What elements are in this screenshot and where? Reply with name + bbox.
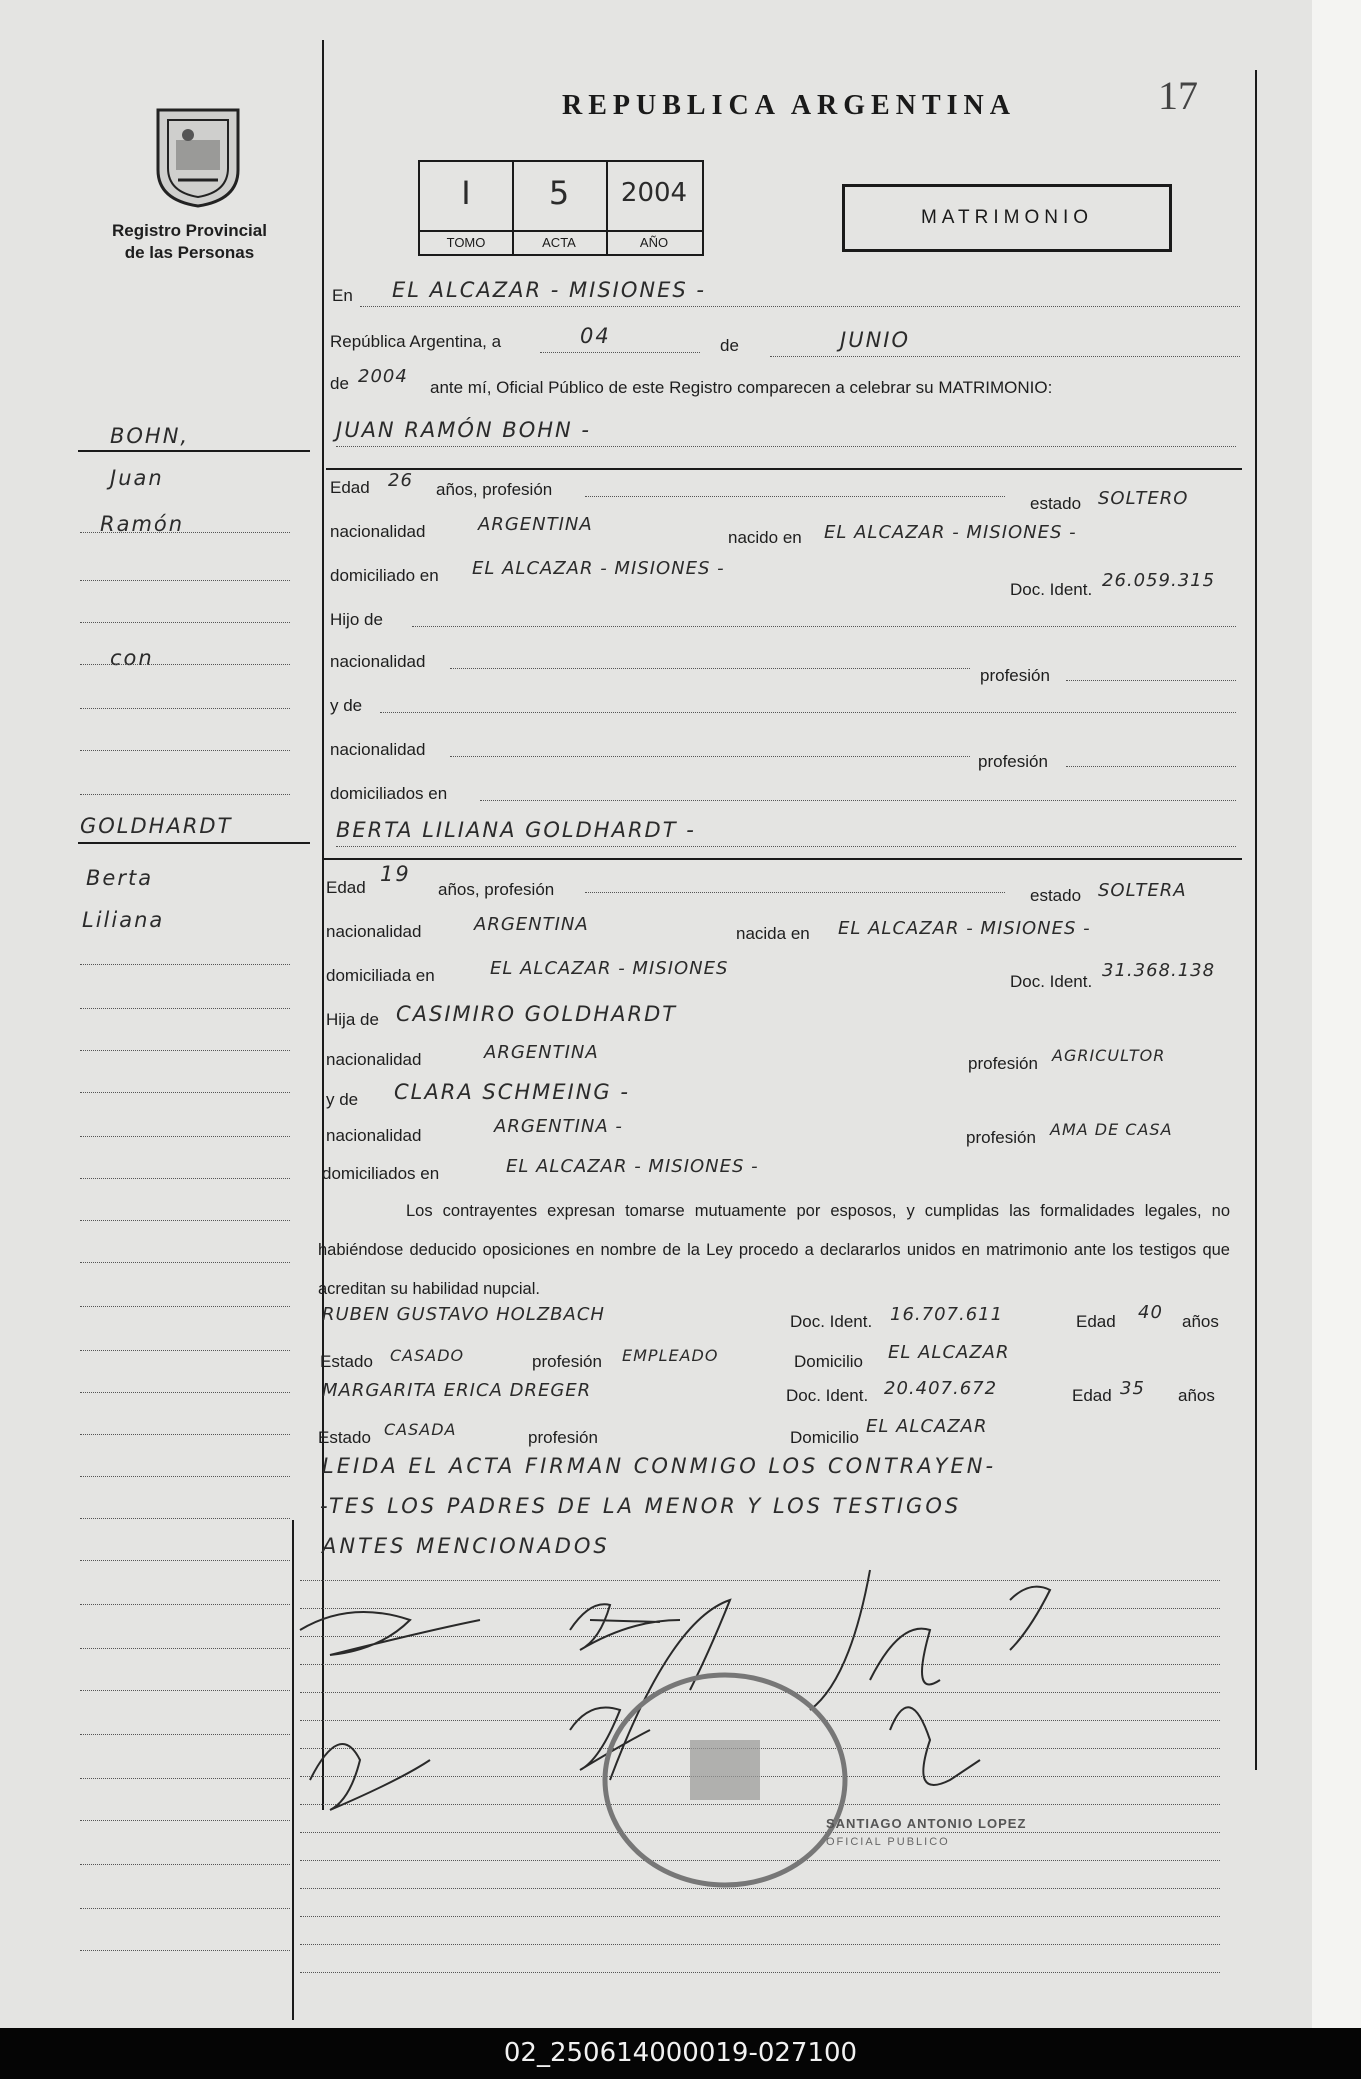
officer-stamp-name: SANTIAGO ANTONIO LOPEZ bbox=[826, 1816, 1027, 1831]
document-title: REPUBLICA ARGENTINA bbox=[562, 90, 1016, 121]
signature-witness1-icon bbox=[810, 1570, 940, 1710]
tomo-cell bbox=[420, 162, 514, 254]
provincial-seal-icon bbox=[148, 100, 248, 210]
margin-dotted-line bbox=[80, 664, 290, 665]
groom-domiciliados-label: domiciliados en bbox=[330, 784, 448, 803]
bride-rule bbox=[322, 858, 1242, 860]
witness2-name: MARGARITA ERICA DREGER bbox=[322, 1380, 592, 1401]
margin-dotted-line bbox=[80, 1434, 290, 1435]
witness2-profesion-label: profesión bbox=[528, 1428, 598, 1447]
bride-doc: 31.368.138 bbox=[1102, 960, 1216, 981]
tomo-label: TOMO bbox=[420, 230, 512, 254]
groom-doc: 26.059.315 bbox=[1102, 570, 1216, 591]
bride-father: CASIMIRO GOLDHARDT bbox=[396, 1002, 678, 1026]
page-number: 17 bbox=[1158, 73, 1198, 118]
bride-domiciliados: EL ALCAZAR - MISIONES - bbox=[506, 1156, 759, 1177]
declaration-text: Los contrayentes expresan tomarse mutuamente por esposos, y cumplidas las formalidades legales, no habiéndose deducido oposiciones en nombre de la Ley procedo a declararlos unidos en matrimonio ante los testigos que acreditan su habilidad nupcial. bbox=[318, 1202, 1230, 1298]
groom-profesion2-line bbox=[1066, 680, 1236, 681]
witness1-estado-label: Estado bbox=[320, 1352, 373, 1371]
acta-value: 5 bbox=[548, 174, 570, 212]
signature-bride-icon bbox=[570, 1604, 680, 1650]
witness1-domicilio: EL ALCAZAR bbox=[888, 1342, 1010, 1363]
bride-profesion2-label: profesión bbox=[968, 1054, 1038, 1073]
bride-nacionalidad-label: nacionalidad bbox=[326, 922, 422, 941]
margin-dotted-line bbox=[80, 1136, 290, 1137]
witness2-domicilio: EL ALCAZAR bbox=[866, 1416, 988, 1437]
registry-name bbox=[112, 220, 267, 264]
margin-groom-name2: Ramón bbox=[100, 512, 185, 536]
groom-hijo-line bbox=[412, 626, 1236, 627]
bride-domiciliados-label: domiciliados en bbox=[322, 1164, 440, 1183]
bride-doc-label: Doc. Ident. bbox=[1010, 972, 1093, 991]
groom-doc-label: Doc. Ident. bbox=[1010, 580, 1093, 599]
registry-line-1: Registro Provincial bbox=[112, 221, 267, 240]
groom-domiciliado-label: domiciliado en bbox=[330, 566, 439, 585]
acta-label: ACTA bbox=[512, 230, 606, 254]
day-value: 04 bbox=[580, 324, 611, 348]
signatures-area bbox=[290, 1560, 1290, 1890]
signature-dotted-line bbox=[300, 1916, 1220, 1917]
witness1-profesion-label: profesión bbox=[532, 1352, 602, 1371]
closing-line-1: LEIDA EL ACTA FIRMAN CONMIGO LOS CONTRAYEN- bbox=[322, 1454, 997, 1478]
groom-yde-line bbox=[380, 712, 1236, 713]
registry-line-2: de las Personas bbox=[124, 243, 255, 262]
signature-officer-icon bbox=[890, 1707, 980, 1785]
bride-estado-label: estado bbox=[1030, 886, 1082, 905]
bride-nacida-label: nacida en bbox=[736, 924, 810, 943]
act-type-box: MATRIMONIO bbox=[842, 184, 1172, 252]
signature-groom-icon bbox=[300, 1612, 480, 1655]
groom-edad-label: Edad bbox=[330, 478, 370, 497]
month-value: JUNIO bbox=[840, 328, 910, 352]
margin-dotted-line bbox=[80, 1350, 290, 1351]
margin-rule-2 bbox=[78, 842, 310, 844]
bride-edad-label: Edad bbox=[326, 878, 366, 897]
witness2-age: 35 bbox=[1120, 1378, 1145, 1399]
margin-dotted-line bbox=[80, 1560, 290, 1561]
groom-profesion-line bbox=[585, 496, 1005, 497]
bride-name-line bbox=[336, 846, 1236, 847]
margin-dotted-line bbox=[80, 1476, 290, 1477]
register-box bbox=[418, 160, 704, 256]
bride-nacionalidad3-label: nacionalidad bbox=[326, 1126, 422, 1145]
signature-dotted-line bbox=[300, 1972, 1220, 1973]
margin-groom-name1: Juan bbox=[110, 466, 164, 490]
witness2-estado: CASADA bbox=[384, 1420, 457, 1439]
day-line bbox=[540, 352, 700, 353]
bride-domiciliada-label: domiciliada en bbox=[326, 966, 435, 985]
witness2-estado-label: Estado bbox=[318, 1428, 371, 1447]
margin-dotted-line bbox=[80, 1820, 290, 1821]
bride-yde-label: y de bbox=[326, 1090, 359, 1109]
witness1-age: 40 bbox=[1138, 1302, 1163, 1323]
groom-name-line bbox=[336, 446, 1236, 447]
anio-value: 2004 bbox=[620, 178, 688, 208]
anio-label: AÑO bbox=[606, 230, 702, 254]
footer-id: 02_250614000019-027100 bbox=[0, 2028, 1361, 2079]
de2-label: de bbox=[330, 374, 349, 393]
witness1-domicilio-label: Domicilio bbox=[794, 1352, 863, 1371]
signature-dotted-line bbox=[300, 1944, 1220, 1945]
groom-full-name: JUAN RAMÓN BOHN - bbox=[336, 418, 591, 442]
closing-line-3: ANTES MENCIONADOS bbox=[322, 1534, 610, 1558]
witness2-doc: 20.407.672 bbox=[884, 1378, 998, 1399]
witness1-estado: CASADO bbox=[390, 1346, 465, 1365]
margin-dotted-line bbox=[80, 1648, 290, 1649]
margin-dotted-line bbox=[80, 1220, 290, 1221]
groom-estado: SOLTERO bbox=[1098, 488, 1189, 509]
bride-full-name: BERTA LILIANA GOLDHARDT - bbox=[336, 818, 696, 842]
margin-dotted-line bbox=[80, 1690, 290, 1691]
signature-mother-icon bbox=[570, 1708, 650, 1771]
groom-nacido-label: nacido en bbox=[728, 528, 802, 547]
groom-profesion3-line bbox=[1066, 766, 1236, 767]
bride-father-profesion: AGRICULTOR bbox=[1052, 1046, 1166, 1065]
witness1-profesion: EMPLEADO bbox=[622, 1346, 719, 1365]
tomo-value: I bbox=[461, 174, 471, 212]
groom-domiciliados-line bbox=[480, 800, 1236, 801]
closing-line-2: -TES LOS PADRES DE LA MENOR Y LOS TESTIGOS bbox=[320, 1494, 962, 1518]
anio-cell bbox=[606, 162, 702, 254]
witness1-anos-label: años bbox=[1182, 1312, 1219, 1331]
margin-con: con bbox=[110, 646, 154, 670]
bride-mother-profesion: AMA DE CASA bbox=[1050, 1120, 1173, 1139]
en-label: En bbox=[332, 286, 353, 305]
groom-age: 26 bbox=[388, 470, 413, 491]
witness1-name: RUBEN GUSTAVO HOLZBACH bbox=[322, 1304, 605, 1325]
margin-dotted-line bbox=[80, 750, 290, 751]
bride-mother-nacionalidad: ARGENTINA - bbox=[494, 1116, 623, 1137]
bride-father-nacionalidad: ARGENTINA bbox=[484, 1042, 599, 1063]
bride-anos-label: años, profesión bbox=[438, 880, 555, 899]
margin-dotted-line bbox=[80, 1306, 290, 1307]
groom-anos-label: años, profesión bbox=[436, 480, 553, 499]
groom-nacionalidad-label: nacionalidad bbox=[330, 522, 426, 541]
margin-dotted-line bbox=[80, 1908, 290, 1909]
groom-hijo-label: Hijo de bbox=[330, 610, 383, 629]
groom-rule bbox=[326, 468, 1242, 470]
witness1-doc: 16.707.611 bbox=[890, 1304, 1004, 1325]
margin-dotted-line bbox=[80, 532, 290, 533]
groom-estado-label: estado bbox=[1030, 494, 1082, 513]
groom-nacionalidad: ARGENTINA bbox=[478, 514, 593, 535]
bride-nacionalidad: ARGENTINA bbox=[474, 914, 589, 935]
margin-dotted-line bbox=[80, 708, 290, 709]
margin-groom-surname: BOHN, bbox=[110, 424, 190, 448]
margin-dotted-line bbox=[80, 1262, 290, 1263]
year-value: 2004 bbox=[358, 366, 408, 387]
groom-birthplace: EL ALCAZAR - MISIONES - bbox=[824, 522, 1077, 543]
groom-nacionalidad2-line bbox=[450, 668, 970, 669]
groom-nacionalidad2-label: nacionalidad bbox=[330, 652, 426, 671]
bride-domicile: EL ALCAZAR - MISIONES bbox=[490, 958, 729, 979]
margin-dotted-line bbox=[80, 1178, 290, 1179]
margin-dotted-line bbox=[80, 1050, 290, 1051]
bride-mother: CLARA SCHMEING - bbox=[394, 1080, 630, 1104]
right-border bbox=[1255, 70, 1257, 1770]
groom-profesion2-label: profesión bbox=[980, 666, 1050, 685]
margin-bride-name1: Berta bbox=[86, 866, 154, 890]
witness2-edad-label: Edad bbox=[1072, 1386, 1112, 1405]
bride-birthplace: EL ALCAZAR - MISIONES - bbox=[838, 918, 1091, 939]
witness1-doc-label: Doc. Ident. bbox=[790, 1312, 873, 1331]
signature-witness2-icon bbox=[1010, 1587, 1050, 1650]
bride-age: 19 bbox=[380, 862, 411, 886]
witness2-anos-label: años bbox=[1178, 1386, 1215, 1405]
bride-hija-label: Hija de bbox=[326, 1010, 379, 1029]
witness2-domicilio-label: Domicilio bbox=[790, 1428, 859, 1447]
republica-label: República Argentina, a bbox=[330, 332, 502, 351]
margin-dotted-line bbox=[80, 1950, 290, 1951]
officer-stamp-title: OFICIAL PUBLICO bbox=[826, 1836, 950, 1848]
de-label: de bbox=[720, 336, 739, 355]
margin-dotted-line bbox=[80, 964, 290, 965]
bride-estado: SOLTERA bbox=[1098, 880, 1187, 901]
groom-domicile: EL ALCAZAR - MISIONES - bbox=[472, 558, 725, 579]
place-line bbox=[360, 306, 1240, 307]
margin-dotted-line bbox=[80, 1734, 290, 1735]
margin-bride-surname: GOLDHARDT bbox=[80, 814, 233, 838]
signature-father-icon bbox=[310, 1744, 430, 1810]
margin-dotted-line bbox=[80, 1778, 290, 1779]
bride-profesion-line bbox=[585, 892, 1005, 893]
margin-dotted-line bbox=[80, 1092, 290, 1093]
margin-dotted-line bbox=[80, 622, 290, 623]
margin-dotted-line bbox=[80, 580, 290, 581]
page-edge bbox=[1312, 0, 1361, 2028]
groom-nacionalidad3-line bbox=[450, 756, 970, 757]
margin-rule bbox=[78, 450, 310, 452]
place-value: EL ALCAZAR - MISIONES - bbox=[392, 278, 706, 302]
groom-yde-label: y de bbox=[330, 696, 363, 715]
margin-dotted-line bbox=[80, 1864, 290, 1865]
ante-text: ante mí, Oficial Público de este Registro comparecen a celebrar su MATRIMONIO: bbox=[430, 378, 1053, 397]
margin-bride-name2: Liliana bbox=[82, 908, 165, 932]
month-line bbox=[770, 356, 1240, 357]
witness1-edad-label: Edad bbox=[1076, 1312, 1116, 1331]
groom-nacionalidad3-label: nacionalidad bbox=[330, 740, 426, 759]
margin-dotted-line bbox=[80, 1518, 290, 1519]
margin-dotted-line bbox=[80, 1604, 290, 1605]
margin-dotted-line bbox=[80, 1392, 290, 1393]
margin-dotted-line bbox=[80, 1008, 290, 1009]
bride-nacionalidad2-label: nacionalidad bbox=[326, 1050, 422, 1069]
bride-profesion3-label: profesión bbox=[966, 1128, 1036, 1147]
groom-profesion3-label: profesión bbox=[978, 752, 1048, 771]
acta-cell bbox=[512, 162, 608, 254]
witness2-doc-label: Doc. Ident. bbox=[786, 1386, 869, 1405]
margin-dotted-line bbox=[80, 794, 290, 795]
